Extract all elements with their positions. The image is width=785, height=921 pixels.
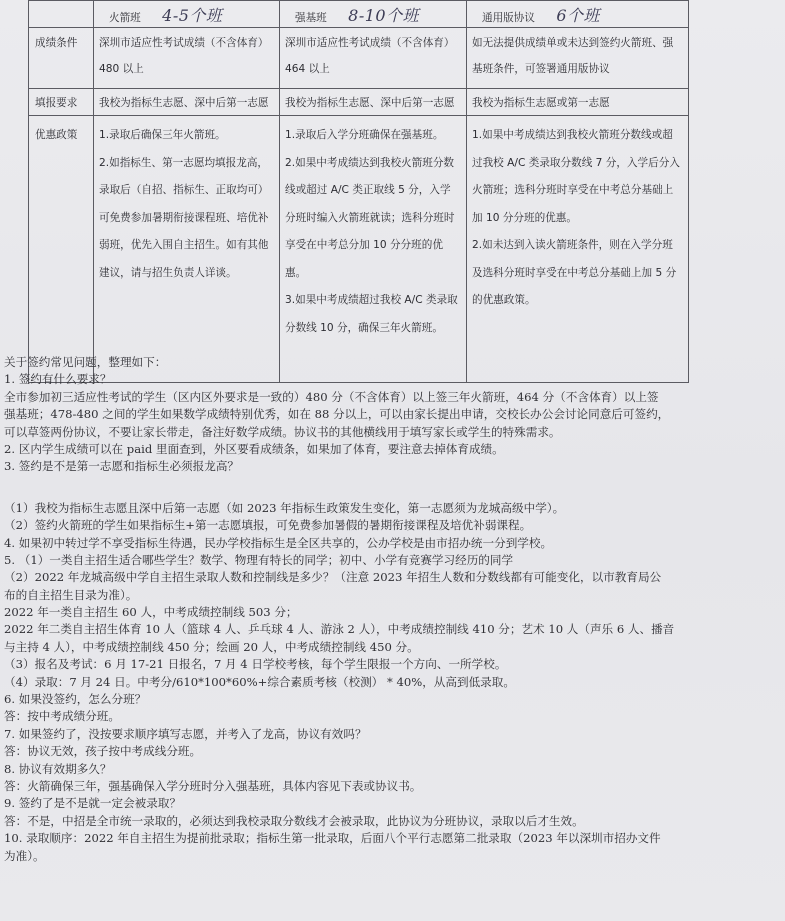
cell-text: 1.如果中考成绩达到我校火箭班分数线或超过我校 A/C 类录取分数线 7 分，入学后分入火箭班；选科分班时享受在中考总分基础上加 10 分分班的优惠。 (472, 129, 680, 224)
faq-line: 6. 如果没签约，怎么分班？ (4, 692, 147, 707)
table-header-corner (29, 1, 94, 28)
table-cell (94, 28, 280, 89)
faq-line: 答：按中考成绩分班。 (4, 709, 120, 724)
faq-line: 3. 签约是不是第一志愿和指标生必须报龙高？ (4, 459, 240, 474)
table-row (29, 28, 689, 89)
faq-line: 为准）。 (4, 848, 45, 863)
table-cell (467, 116, 689, 383)
faq-line: （2）签约火箭班的学生如果指标生+第一志愿填报，可免费参加暑假的暑期衔接课程及培优补弱课程。 (4, 518, 532, 533)
cell-text: 深圳市适应性考试成绩（不含体育）480 以上 (99, 37, 269, 75)
table-header-rocket-class (94, 1, 280, 28)
cell-text: 深圳市适应性考试成绩（不含体育）464 以上 (285, 37, 455, 75)
faq-line: 答：火箭确保三年，强基确保入学分班时分入强基班，具体内容见下表或协议书。 (4, 778, 422, 793)
faq-line: 答：不是，中招是全市统一录取的，必须达到我校录取分数线才会被录取，此协议为分班协议，录取以后才生效。 (4, 813, 584, 828)
faq-notes (4, 354, 780, 865)
table-cell (94, 89, 280, 116)
table-header-strong-base-class (280, 1, 467, 28)
faq-line: 10. 录取顺序：2022 年自主招生为提前批录取；指标生第一批录取，后面八个平行志愿第二批录取（2023 年以深圳市招办文件 (4, 831, 661, 846)
faq-line: 布的自主招生目录为准）。 (4, 587, 138, 602)
table-cell (467, 28, 689, 89)
column-label: 通用版协议 (482, 11, 535, 24)
faq-line: 答：协议无效，孩子按中考成线分班。 (4, 744, 202, 759)
faq-line: 2. 区内学生成绩可以在 paid 里面查到，外区要看成绩条，如果加了体育，要注意去掉体育成绩。 (4, 441, 504, 456)
cell-text: 3.如果中考成绩超过我校 A/C 类录取分数线 10 分，确保三年火箭班。 (285, 294, 458, 334)
table-cell (280, 28, 467, 89)
faq-line: （4）录取：7 月 24 日。中考分/610*100*60%+综合素质考核（校测） * 40%，从高到低录取。 (4, 674, 515, 689)
column-label: 强基班 (295, 11, 327, 24)
cell-text: 我校为指标生志愿或第一志愿 (472, 96, 610, 109)
faq-line: 2022 年一类自主招生 60 人，中考成绩控制线 503 分； (4, 605, 298, 620)
cell-text: 2.如指标生、第一志愿均填报龙高，录取后（自招、指标生、正取均可）可免费参加暑期衔接课程班、培优补弱班，优先入围自主招生。如有其他建议，请与招生负责人详谈。 (99, 156, 269, 279)
faq-line: 5. （1）一类自主招生适合哪些学生？数学、物理有特长的同学；初中、小学有竞赛学习经历的同学 (4, 552, 514, 567)
cell-text: 我校为指标生志愿、深中后第一志愿 (99, 96, 269, 109)
table-row (29, 89, 689, 116)
handwritten-note: 6个班 (556, 5, 601, 25)
table-row (29, 116, 689, 383)
faq-line: （2）2022 年龙城高级中学自主招生录取人数和控制线是多少？（注意 2023 年招生人数和分数线都有可能变化，以市教育局公 (4, 570, 662, 585)
faq-line: 可以草签两份协议，不要让家长带走，备注好数学成绩。协议书的其他横线用于填写家长或学生的特殊需求。 (4, 424, 561, 439)
admission-agreement-table (28, 0, 689, 383)
row-title: 优惠政策 (29, 116, 94, 383)
cell-text: 我校为指标生志愿、深中后第一志愿 (285, 96, 455, 109)
faq-line: 1. 签约有什么要求？ (4, 372, 112, 387)
faq-line: 9. 签约了是不是就一定会被录取？ (4, 796, 182, 811)
cell-text: 1.录取后入学分班确保在强基班。 (285, 129, 444, 141)
faq-line: （1）我校为指标生志愿且深中后第一志愿（如 2023 年指标生政策发生变化，第一志愿须为龙城高级中学）。 (4, 500, 565, 515)
row-title: 成绩条件 (29, 28, 94, 89)
cell-text: 1.录取后确保三年火箭班。 (99, 129, 226, 141)
faq-heading: 关于签约常见问题，整理如下： (4, 355, 167, 369)
cell-text: 如无法提供成绩单或未达到签约火箭班、强基班条件，可签署通用版协议 (472, 37, 674, 75)
column-label: 火箭班 (109, 11, 141, 24)
faq-line: 8. 协议有效期多久？ (4, 761, 112, 776)
faq-line: 与主持 4 人），中考成绩控制线 450 分；绘画 20 人，中考成绩控制线 450 分。 (4, 639, 419, 654)
cell-text: 2.如未达到入读火箭班条件，则在入学分班及选科分班时享受在中考总分基础上加 5 分的优惠政策。 (472, 239, 677, 306)
table-cell (467, 89, 689, 116)
cell-text: 2.如果中考成绩达到我校火箭班分数线或超过 A/C 类正取线 5 分，入学分班时编入火箭班就读；选科分班时享受在中考总分加 10 分分班的优惠。 (285, 156, 455, 279)
handwritten-note: 8-10个班 (348, 5, 420, 25)
faq-line: 7. 如果签约了，没按要求顺序填写志愿，并考入了龙高，协议有效吗？ (4, 726, 367, 741)
table-cell (94, 116, 280, 383)
table-cell (280, 116, 467, 383)
faq-line: 强基班；478-480 之间的学生如果数学成绩特别优秀，如在 88 分以上，可以由家长提出申请，交校长办公会讨论同意后可签约， (4, 407, 670, 422)
blank-line (4, 476, 780, 500)
handwritten-note: 4-5个班 (162, 5, 223, 25)
table-cell (280, 89, 467, 116)
faq-line: 全市参加初三适应性考试的学生（区内区外要求是一致的）480 分（不含体育）以上签三年火箭班，464 分（不含体育）以上签 (4, 389, 659, 404)
faq-line: 4. 如果初中转过学不享受指标生待遇，民办学校指标生是全区共享的，公办学校是由市招办统一分到学校。 (4, 535, 553, 550)
faq-line: 2022 年二类自主招生体育 10 人（篮球 4 人、乒乓球 4 人、游泳 2 人），中考成绩控制线 410 分；艺术 10 人（声乐 6 人、播音 (4, 622, 675, 637)
table-header-row (29, 1, 689, 28)
faq-line: （3）报名及考试：6 月 17-21 日报名，7 月 4 日学校考核，每个学生限报一个方向、一所学校。 (4, 657, 507, 672)
row-title: 填报要求 (29, 89, 94, 116)
table-header-general-agreement (467, 1, 689, 28)
